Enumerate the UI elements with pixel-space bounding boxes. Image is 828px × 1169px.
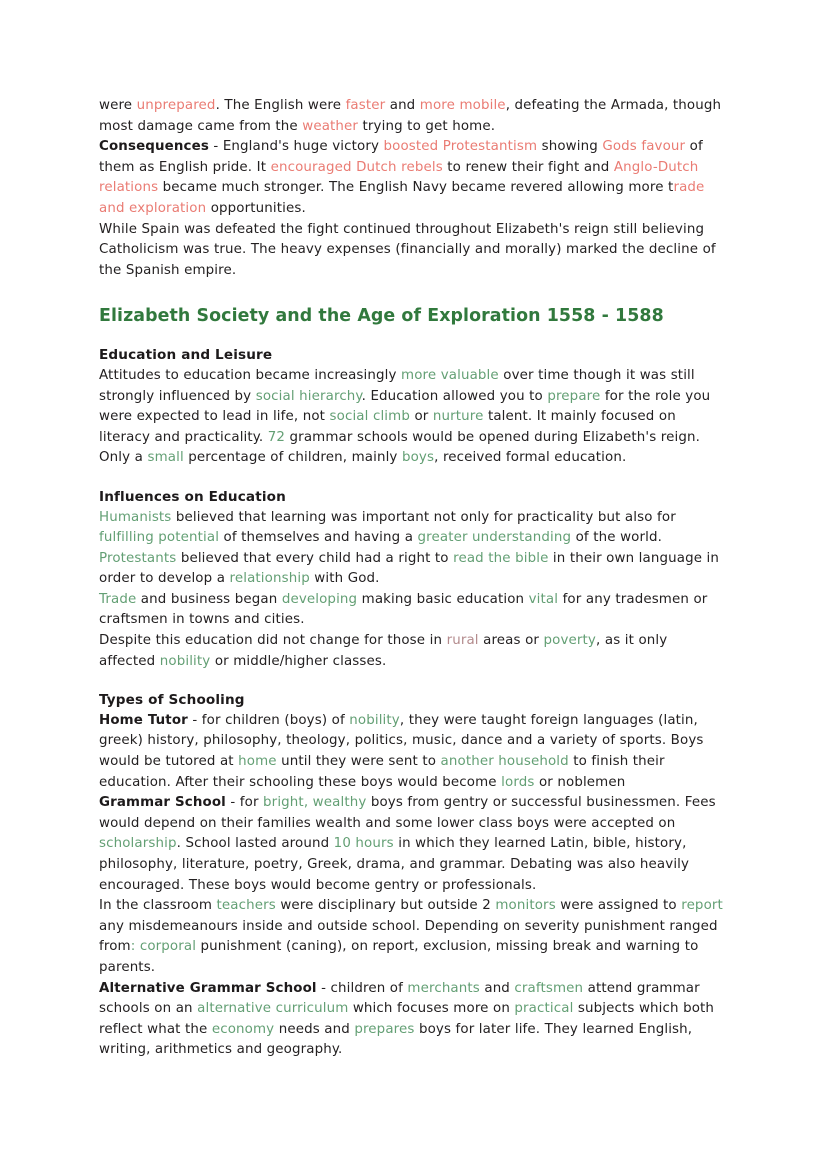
highlight-run-green: lords (501, 774, 535, 790)
text-run: - England's huge victory (208, 139, 384, 155)
highlight-run-green: alternative curriculum (197, 1001, 349, 1017)
text-run: over time though it was still strongly influenced by (99, 367, 695, 404)
highlight-run-red: unprepared (136, 98, 216, 113)
text-run: . Education allowed you to (361, 388, 548, 404)
text-run: any misdemeanours inside and outside school. Depending on severity punishment ranged from (99, 918, 718, 955)
text-run: in which they learned Latin, bible, history, philosophy, literature, poetry, Greek, drama, and grammar. Debating was also heavily encouraged. These boys would become gentry or professionals. (99, 836, 690, 893)
text-run: or middle/higher classes. (210, 653, 387, 669)
paragraph-consequences (99, 137, 725, 219)
text-run: and business began (136, 591, 282, 607)
highlight-run-green: developing (281, 591, 358, 607)
text-run: believed that learning was important not only for practicality but also for (171, 509, 676, 525)
highlight-run-green: practical (514, 1001, 574, 1017)
text-run: Despite this education did not change for those in (99, 633, 447, 649)
text-run: which focuses more on (348, 1001, 515, 1017)
text-run: and (385, 98, 420, 113)
highlight-run-green: merchants (407, 980, 480, 996)
text-run: boys from gentry or successful businessmen. Fees would depend on their families wealth and some lower class boys were accepted on (99, 795, 716, 831)
highlight-run-bold: Consequences (99, 139, 209, 155)
paragraph-influences-despite (99, 631, 725, 672)
highlight-run-green: report (681, 898, 723, 914)
text-run: , received formal education. (434, 450, 627, 466)
text-run: to renew their fight and (442, 159, 614, 175)
text-run: - children of (316, 980, 408, 996)
text-run: , they were taught foreign languages (latin, greek) history, philosophy, theology, politics, music, dance and a variety of sports. Boys would be tutored at (99, 712, 704, 770)
paragraph-education-leisure-body (99, 366, 725, 469)
highlight-run-green: corporal (139, 939, 197, 955)
highlight-run-bold: Alternative Grammar School (99, 980, 317, 996)
text-run: or noblemen (534, 774, 626, 790)
highlight-run-green: nurture (432, 409, 484, 425)
text-run: believed that every child had a right to (176, 550, 454, 566)
highlight-run-green: : (130, 939, 136, 955)
text-run: needs and (274, 1021, 355, 1037)
highlight-run-green: relationship (229, 571, 310, 587)
text-run: grammar schools would be opened during Elizabeth's reign. Only a (99, 429, 700, 466)
paragraph-home-tutor (99, 711, 725, 793)
highlight-run-bold: Home Tutor (99, 712, 188, 728)
text-run: were disciplinary but outside 2 (275, 898, 496, 914)
text-run: making basic education (357, 591, 529, 607)
text-run: , as it only affected (99, 633, 668, 669)
heading-spacer (99, 328, 725, 345)
paragraph-armada-outcome (99, 96, 725, 137)
highlight-run-red: more mobile (419, 98, 506, 113)
highlight-run-green: 72 (267, 429, 286, 445)
highlight-run-green: teachers (216, 898, 276, 914)
text-run: became much stronger. The English Navy became revered allowing more t (158, 180, 674, 196)
highlight-run-green: Protestants (99, 550, 177, 566)
text-run: of them as English pride. It (99, 139, 703, 175)
highlight-run-red: faster (345, 98, 386, 113)
highlight-run-green: nobility (349, 712, 400, 728)
section-heading-society-exploration: Elizabeth Society and the Age of Exploration 1558 - 1588 (99, 306, 664, 327)
text-run: percentage of children, mainly (183, 450, 402, 466)
text-run: areas or (478, 633, 544, 649)
highlight-run-bold: Grammar School (99, 795, 226, 811)
text-run: for the role you were expected to lead in life, not (99, 388, 711, 425)
text-run: - for (225, 795, 264, 811)
text-run: or (409, 409, 433, 425)
highlight-run-red: Anglo-Dutch relations (99, 159, 699, 196)
text-run: . The English were (215, 98, 346, 113)
highlight-run-mauve: rural (446, 633, 479, 649)
text-run: While Spain was defeated the fight continued throughout Elizabeth's reign still believing Catholicism was true. The heavy expenses (financially and morally) marked the decline of the Spanish empire. (99, 221, 716, 278)
highlight-run-green: craftsmen (514, 980, 584, 996)
sub-heading-influences-on-education: Influences on Education (99, 488, 286, 505)
highlight-run-green: greater understanding (417, 530, 572, 546)
text-run: - for children (boys) of (187, 712, 350, 728)
text-run: showing (537, 139, 603, 155)
text-run: , defeating the Armada, though most damage came from the (99, 98, 722, 134)
highlight-run-green: prepares (354, 1021, 415, 1037)
text-run: subjects which both reflect what the (99, 1001, 715, 1037)
text-run: trying to get home. (358, 118, 496, 134)
text-run: were (99, 98, 137, 113)
text-run: Attitudes to education became increasingly (99, 367, 402, 383)
highlight-run-green: prepare (547, 388, 601, 404)
text-run: boys for later life. They learned English, writing, arithmetics and geography. (99, 1021, 693, 1058)
highlight-run-green: bright, wealthy (263, 795, 367, 811)
highlight-run-green: more valuable (401, 367, 499, 383)
highlight-run-green: economy (211, 1021, 275, 1037)
text-run: to finish their education. After their schooling these boys would become (99, 754, 665, 790)
highlight-run-green: poverty (543, 633, 596, 649)
paragraph-influences-humanists (99, 508, 725, 549)
highlight-run-green: monitors (495, 898, 556, 914)
text-run: of the world. (571, 530, 662, 546)
highlight-run-green: small (147, 450, 184, 466)
highlight-run-green: 10 hours (333, 836, 394, 852)
highlight-run-green: nobility (159, 653, 211, 669)
text-run: in their own language in order to develop a (99, 550, 720, 587)
sub-section-spacer (99, 672, 725, 690)
text-run: until they were sent to (276, 754, 441, 770)
paragraph-influences-trade (99, 590, 725, 631)
paragraph-spain-decline (99, 220, 725, 282)
sub-heading-education-and-leisure: Education and Leisure (99, 347, 273, 364)
highlight-run-green: social climb (329, 409, 410, 425)
highlight-run-green: scholarship (99, 836, 177, 852)
highlight-run-green: vital (528, 591, 559, 607)
text-run: with God. (309, 571, 380, 587)
highlight-run-green: boys (401, 450, 435, 466)
highlight-run-red: encouraged Dutch rebels (270, 159, 443, 175)
paragraph-alternative-grammar-school (99, 979, 725, 1061)
highlight-run-green: read the bible (453, 550, 549, 566)
text-run: In the classroom (99, 898, 217, 914)
sub-section-spacer (99, 469, 725, 487)
paragraph-influences-protestants (99, 549, 725, 590)
text-run: and (479, 980, 515, 996)
highlight-run-green: fulfilling potential (99, 530, 220, 546)
text-run: of themselves and having a (219, 530, 418, 546)
highlight-run-green: another household (440, 754, 569, 770)
text-run: punishment (caning), on report, exclusion, missing break and warning to parents. (99, 939, 699, 975)
paragraph-grammar-school (99, 793, 725, 896)
sub-heading-types-of-schooling: Types of Schooling (99, 692, 245, 709)
highlight-run-red: Gods favour (602, 139, 686, 155)
highlight-run-green: home (238, 754, 277, 770)
text-run: for any tradesmen or craftsmen in towns and cities. (99, 591, 708, 628)
text-run: talent. It mainly focused on literacy and practicality. (99, 409, 676, 445)
highlight-run-red: boosted Protestantism (383, 139, 538, 155)
highlight-run-green: Trade (99, 591, 137, 607)
text-run: . School lasted around (176, 836, 334, 852)
text-run: were assigned to (555, 898, 682, 914)
document-content (99, 96, 725, 1061)
highlight-run-green: social hierarchy (255, 388, 362, 404)
text-run: opportunities. (206, 200, 306, 216)
highlight-run-green: Humanists (99, 509, 172, 525)
section-spacer (99, 281, 725, 304)
highlight-run-red: weather (302, 118, 359, 134)
text-run: attend grammar schools on an (99, 980, 700, 1017)
highlight-run-red: rade and exploration (99, 180, 705, 216)
paragraph-classroom-discipline (99, 896, 725, 978)
